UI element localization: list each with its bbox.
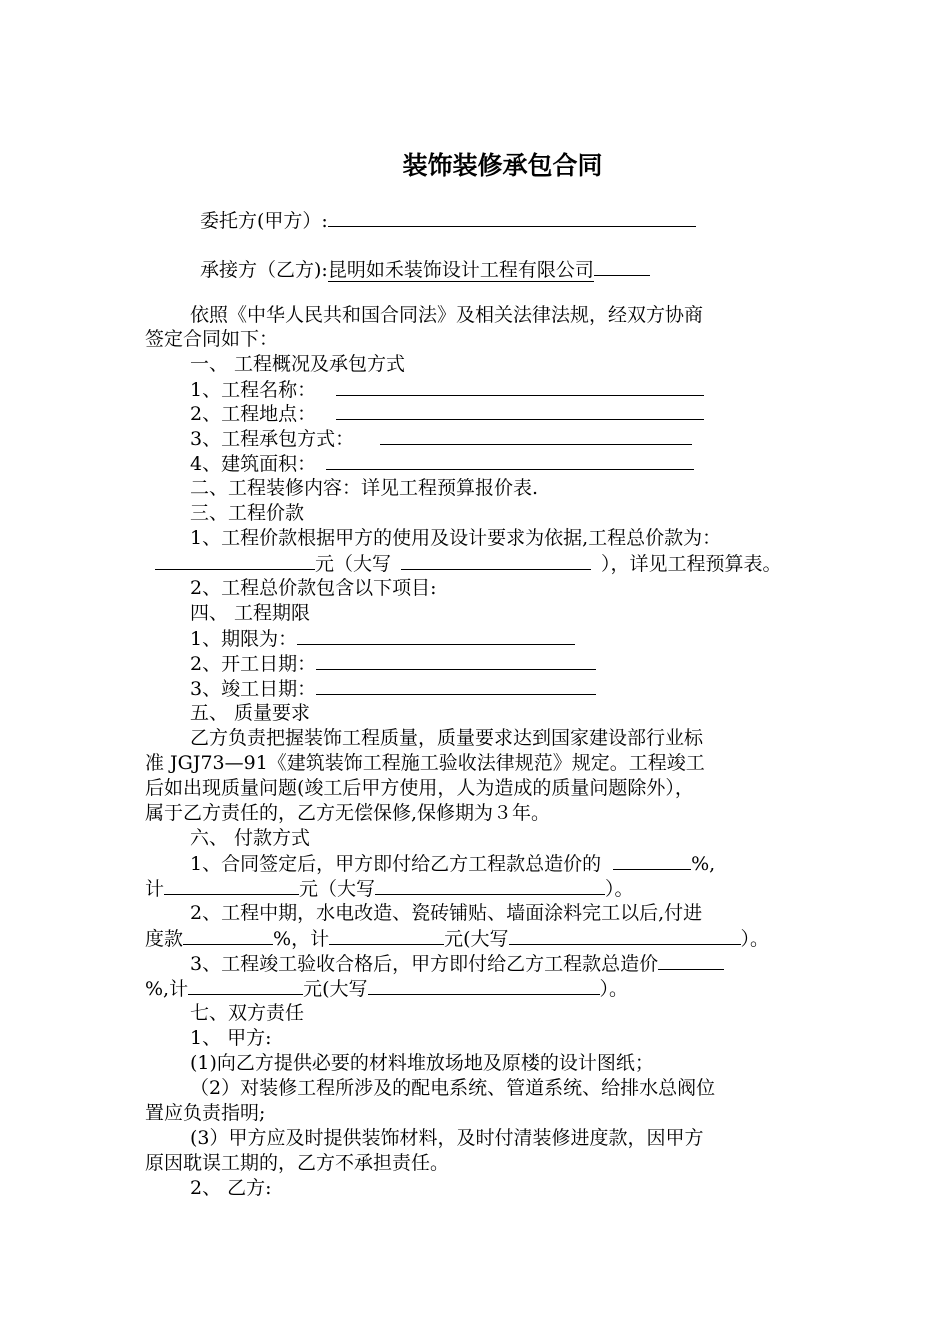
start-date-label: 2、开工日期： xyxy=(190,653,317,675)
payment-1-line-2 xyxy=(145,876,634,901)
section-4-heading: 四、 工程期限 xyxy=(190,602,311,624)
party-a-duty-2-line-2: 置应负责指明; xyxy=(145,1102,266,1124)
payment-1-amount-blank xyxy=(164,876,299,895)
payment-3-amount-blank xyxy=(188,976,303,995)
project-name-line xyxy=(190,377,704,402)
payment-2-amount-blank xyxy=(329,926,444,945)
payment-2-line-1: 2、工程中期，水电改造、瓷砖铺贴、墙面涂料完工以后,付进 xyxy=(190,902,703,924)
payment-2-amount-label: %，计 xyxy=(273,928,330,950)
building-area-blank xyxy=(326,451,694,470)
project-name-blank xyxy=(336,377,704,396)
quality-line-4: 属于乙方责任的，乙方无偿保修,保修期为３年。 xyxy=(145,802,551,824)
price-amount-label: 元（大写 xyxy=(315,553,392,575)
contract-method-line xyxy=(190,426,692,451)
payment-2-close: ）。 xyxy=(740,928,770,950)
section-6-heading: 六、 付款方式 xyxy=(190,827,311,849)
party-a-duty-label: 1、 甲方: xyxy=(190,1027,272,1049)
payment-1-percent-blank xyxy=(613,851,691,870)
start-date-line xyxy=(190,651,596,676)
payment-2-capital-blank xyxy=(509,926,741,945)
section-7-heading: 七、双方责任 xyxy=(190,1002,305,1024)
party-a-label: 委托方(甲方）: xyxy=(200,210,328,232)
payment-2-line-2 xyxy=(145,926,769,951)
project-location-line xyxy=(190,401,704,426)
payment-1-text: 1、合同签定后，甲方即付给乙方工程款总造价的 xyxy=(190,853,602,875)
period-blank xyxy=(297,626,575,645)
party-b-name: 昆明如禾装饰设计工程有限公司 xyxy=(327,259,594,281)
payment-2-capital-label: 元(大写 xyxy=(444,928,509,950)
total-price-blank xyxy=(155,551,315,570)
party-a-duty-1: (1)向乙方提供必要的材料堆放场地及原楼的设计图纸； xyxy=(190,1052,654,1074)
payment-3-percent-blank xyxy=(658,951,724,970)
contract-method-label: 3、工程承包方式： xyxy=(190,428,355,450)
party-a-duty-3-line-2: 原因耽误工期的，乙方不承担责任。 xyxy=(145,1152,450,1174)
payment-3-capital-blank xyxy=(368,976,600,995)
contract-method-blank xyxy=(380,426,692,445)
section-2-heading: 二、工程装修内容：详见工程预算报价表. xyxy=(190,477,539,499)
party-b-line xyxy=(200,257,650,282)
project-location-label: 2、工程地点： xyxy=(190,403,317,425)
end-date-blank xyxy=(316,676,596,695)
payment-1-percent-sign: %, xyxy=(691,853,716,875)
preamble-line-2: 签定合同如下： xyxy=(145,328,279,350)
period-line xyxy=(190,626,575,651)
price-reference-text: ），详见工程预算表。 xyxy=(601,553,782,575)
quality-line-1: 乙方负责把握装饰工程质量，质量要求达到国家建设部行业标 xyxy=(190,727,704,749)
end-date-line xyxy=(190,676,596,701)
party-a-line xyxy=(200,208,696,233)
party-b-label: 承接方（乙方): xyxy=(200,259,328,281)
party-b-blank xyxy=(594,257,650,276)
section-1-heading: 一、 工程概况及承包方式 xyxy=(190,353,406,375)
payment-1-close: ）。 xyxy=(605,878,634,900)
period-label: 1、期限为： xyxy=(190,628,298,650)
section-3-heading: 三、工程价款 xyxy=(190,502,305,524)
price-capital-blank xyxy=(401,551,591,570)
project-name-label: 1、工程名称： xyxy=(190,379,317,401)
payment-1-amount-label: 计 xyxy=(145,878,165,900)
payment-1-line-1 xyxy=(190,851,715,876)
building-area-label: 4、建筑面积： xyxy=(190,453,317,475)
project-location-blank xyxy=(336,401,704,420)
payment-2-percent-blank xyxy=(183,926,273,945)
payment-1-capital-label: 元（大写 xyxy=(299,878,376,900)
preamble-line-1: 依照《中华人民共和国合同法》及相关法律法规，经双方协商 xyxy=(190,304,704,326)
payment-3-capital-label: 元(大写 xyxy=(303,978,368,1000)
party-a-duty-3-line-1: (3）甲方应及时提供装饰材料，及时付清装修进度款，因甲方 xyxy=(190,1127,704,1149)
payment-3-line-2 xyxy=(145,976,628,1001)
payment-3-line-1 xyxy=(190,951,724,976)
party-a-blank xyxy=(328,208,696,227)
section-5-heading: 五、 质量要求 xyxy=(190,702,311,724)
price-line-3: 2、工程总价款包含以下项目: xyxy=(190,577,437,599)
payment-1-capital-blank xyxy=(375,876,605,895)
building-area-line xyxy=(190,451,694,476)
price-line-1: 1、工程价款根据甲方的使用及设计要求为依据,工程总价款为： xyxy=(190,527,722,549)
payment-3-amount-label: %,计 xyxy=(145,978,189,1000)
quality-line-3: 后如出现质量问题(竣工后甲方使用，人为造成的质量问题除外）， xyxy=(145,777,694,799)
payment-3-text: 3、工程竣工验收合格后，甲方即付给乙方工程款总造价 xyxy=(190,953,659,975)
price-line-2 xyxy=(155,551,782,576)
payment-3-close: ）。 xyxy=(599,978,629,1000)
party-a-duty-2-line-1: （2）对装修工程所涉及的配电系统、管道系统、给排水总阀位 xyxy=(190,1077,716,1099)
start-date-blank xyxy=(316,651,596,670)
document-title: 装饰装修承包合同 xyxy=(402,151,603,180)
party-b-duty-label: 2、 乙方: xyxy=(190,1177,272,1199)
payment-2-label: 度款 xyxy=(145,928,184,950)
end-date-label: 3、竣工日期： xyxy=(190,678,317,700)
quality-line-2: 准 JGJ73—91《建筑装饰工程施工验收法律规范》规定。工程竣工 xyxy=(145,752,705,774)
